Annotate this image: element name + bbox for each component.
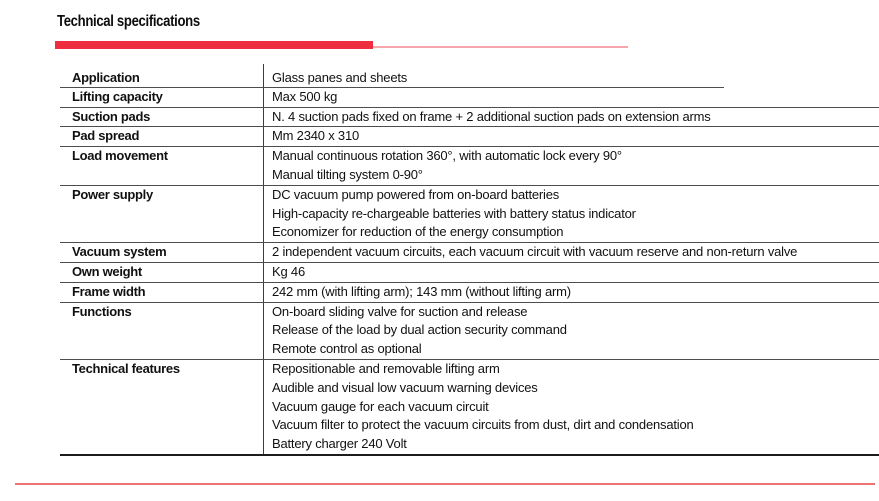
spec-value: [263, 127, 879, 146]
spec-value-line: Release of the load by dual action security command: [272, 322, 567, 338]
spec-value: [263, 147, 879, 185]
spec-row: [60, 64, 879, 88]
spec-row: [60, 360, 879, 456]
spec-label: Pad spread: [72, 128, 140, 144]
spec-row: [60, 127, 879, 147]
title-underline-bar: [55, 41, 373, 49]
spec-label: Suction pads: [72, 108, 151, 124]
spec-value-line: Kg 46: [272, 263, 305, 279]
spec-label: Application: [72, 70, 140, 85]
spec-label: Technical features: [72, 360, 180, 376]
spec-value-line: High-capacity re-chargeable batteries with battery status indicator: [272, 205, 636, 221]
spec-value-line: Manual tilting system 0-90°: [272, 166, 423, 182]
spec-value: [263, 283, 879, 302]
spec-value-line: Max 500 kg: [272, 88, 338, 104]
spec-row: [60, 263, 879, 283]
spec-value: [263, 303, 879, 359]
spec-row: [60, 283, 879, 303]
spec-label: Vacuum system: [72, 244, 167, 260]
spec-label: Functions: [72, 303, 132, 319]
spec-row: [60, 186, 879, 243]
spec-value-line: Repositionable and removable lifting arm: [272, 360, 500, 376]
spec-value-line: On-board sliding valve for suction and release: [272, 303, 528, 319]
spec-value-line: Vacuum filter to protect the vacuum circuits from dust, dirt and condensation: [272, 417, 694, 433]
spec-value: [263, 263, 879, 282]
spec-value-line: 242 mm (with lifting arm); 143 mm (without lifting arm): [272, 283, 571, 299]
spec-label: Own weight: [72, 263, 142, 279]
spec-value-line: 2 independent vacuum circuits, each vacuum circuit with vacuum reserve and non-return valve: [272, 244, 798, 260]
spec-value-line: Economizer for reduction of the energy consumption: [272, 224, 564, 240]
spec-value: [263, 186, 879, 242]
spec-table: [60, 64, 879, 456]
title-underline-tail-line: [373, 46, 628, 48]
spec-label: Power supply: [72, 186, 153, 202]
page-title: Technical specifications: [57, 13, 200, 30]
spec-row: [60, 88, 879, 108]
spec-value-line: Audible and visual low vacuum warning devices: [272, 379, 538, 395]
spec-value-line: Glass panes and sheets: [272, 70, 408, 85]
spec-value: [263, 88, 879, 107]
spec-value-line: Manual continuous rotation 360°, with automatic lock every 90°: [272, 148, 622, 164]
spec-label: Frame width: [72, 283, 146, 299]
spec-label: Lifting capacity: [72, 88, 163, 104]
spec-value: [263, 69, 879, 88]
footer-rule-line: [15, 483, 875, 485]
spec-value: [263, 108, 879, 127]
spec-value-line: DC vacuum pump powered from on-board batteries: [272, 186, 560, 202]
spec-value: [263, 243, 879, 262]
spec-value-line: Mm 2340 x 310: [272, 128, 360, 144]
spec-value-line: Remote control as optional: [272, 341, 422, 357]
spec-value-line: N. 4 suction pads fixed on frame + 2 additional suction pads on extension arms: [272, 108, 711, 124]
spec-row: [60, 303, 879, 360]
spec-value-line: Vacuum gauge for each vacuum circuit: [272, 398, 489, 414]
spec-value: [263, 360, 879, 454]
spec-value-line: Battery charger 240 Volt: [272, 436, 407, 452]
spec-row: [60, 108, 879, 128]
spec-row: [60, 243, 879, 263]
spec-label: Load movement: [72, 148, 168, 164]
spec-row: [60, 147, 879, 186]
